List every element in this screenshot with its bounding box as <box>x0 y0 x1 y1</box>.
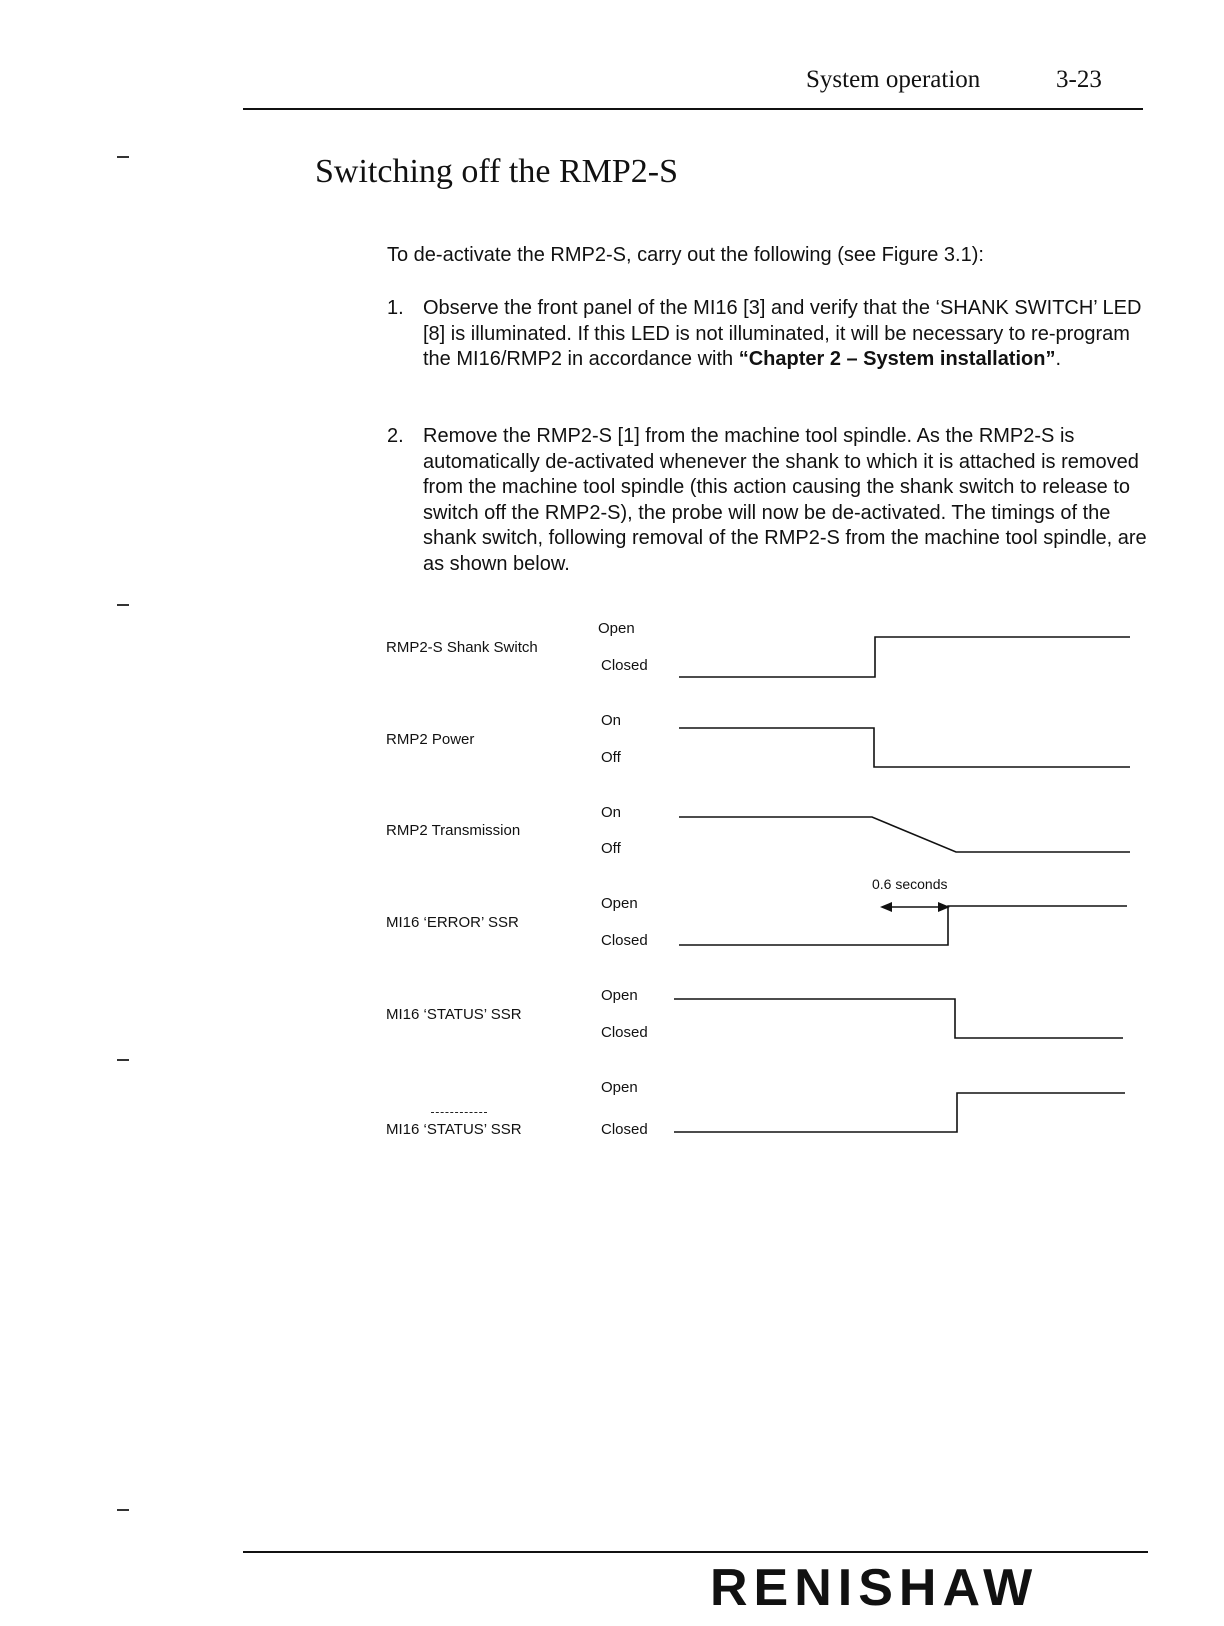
state-label-high: On <box>601 712 622 729</box>
signal-label-shank-switch: RMP2-S Shank Switch <box>386 639 538 656</box>
waveform-rmp2-power <box>679 728 1130 767</box>
waveform-shank-switch <box>679 637 1130 677</box>
state-label-low: Closed <box>601 1121 648 1138</box>
state-label-low: Closed <box>601 932 648 949</box>
waveform-status-ssr <box>674 999 1123 1038</box>
step-text: Observe the front panel of the MI16 [3] and verify that the ‘SHANK SWITCH’ LED [8] is illuminated. If this LED is not illuminated, it will be necessary to re-program the MI16/RMP2 in accordance with “Chapter 2 – System installation”. <box>423 297 1142 370</box>
logo-text: RENISHAW <box>710 1559 1039 1617</box>
delay-label: 0.6 seconds <box>872 876 948 892</box>
step-number: 1. <box>387 297 404 319</box>
footer-rule <box>243 1551 1148 1553</box>
signal-label-status-ssr-inverted: MI16 ‘STATUS’ SSR <box>386 1121 522 1138</box>
waveform-rmp2-transmission <box>679 817 1130 852</box>
state-label-high: Open <box>601 1079 638 1096</box>
intro-paragraph: To de-activate the RMP2-S, carry out the following (see Figure 3.1): <box>387 244 984 266</box>
state-label-high: Open <box>601 987 638 1004</box>
chapter-reference: “Chapter 2 – System installation” <box>738 348 1056 370</box>
state-label-low: Closed <box>601 657 648 674</box>
renishaw-logo <box>710 1559 1140 1617</box>
signal-label-rmp2-power: RMP2 Power <box>386 731 475 748</box>
delay-arrow-left <box>880 902 892 912</box>
waveform-status-ssr-inverted <box>674 1093 1125 1132</box>
section-title: Switching off the RMP2-S <box>315 153 679 190</box>
state-label-low: Closed <box>601 1024 648 1041</box>
state-label-high: Open <box>601 895 638 912</box>
state-label-low: Off <box>601 840 621 857</box>
running-header-title: System operation <box>806 66 981 93</box>
step-number: 2. <box>387 425 404 447</box>
logo-mark <box>710 1561 1140 1621</box>
signal-label-rmp2-transmission: RMP2 Transmission <box>386 822 521 839</box>
state-label-high: Open <box>598 620 635 637</box>
page-number: 3-23 <box>1056 66 1102 93</box>
state-label-low: Off <box>601 749 621 766</box>
signal-label-status-ssr: MI16 ‘STATUS’ SSR <box>386 1006 522 1023</box>
waveform-error-ssr <box>679 906 1127 945</box>
state-label-high: On <box>601 804 622 821</box>
signal-label-error-ssr: MI16 ‘ERROR’ SSR <box>386 914 519 931</box>
step-text: Remove the RMP2-S [1] from the machine tool spindle. As the RMP2-S is automatically de-activated whenever the shank to which it is attached is removed from the machine tool spindle (this action causing the shank switch to release to switch off the RMP2-S), the probe will now be de-activated. The timings of the shank switch, following removal of the RMP2-S from the machine tool spindle, are as shown below. <box>423 425 1147 575</box>
